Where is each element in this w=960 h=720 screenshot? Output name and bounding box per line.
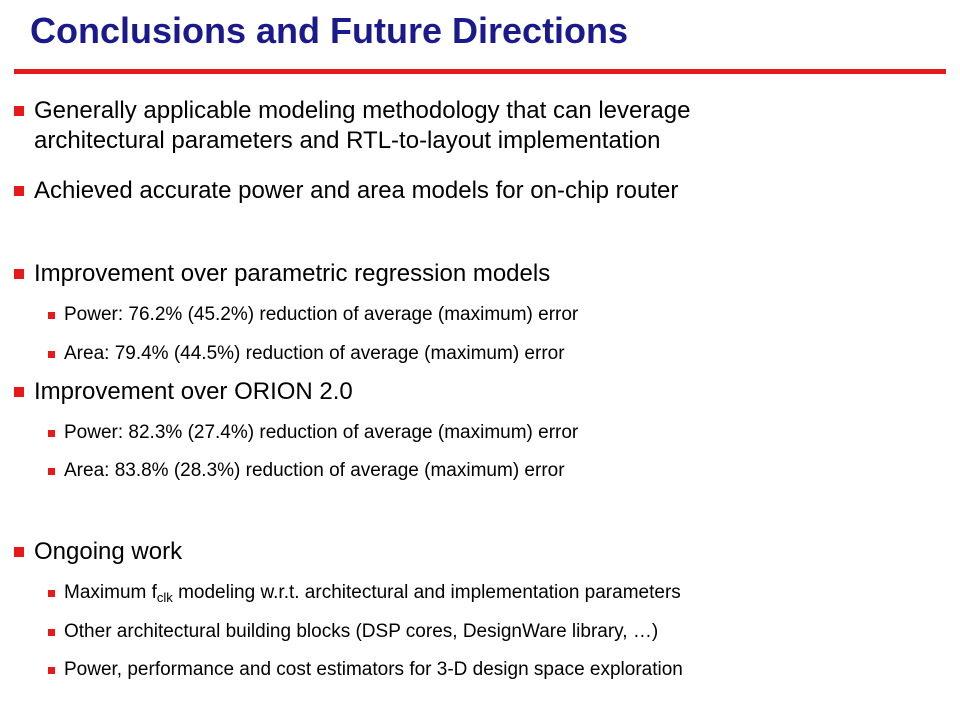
bullet-marker (14, 269, 24, 279)
bullet-line: Generally applicable modeling methodology that can leverage (34, 97, 691, 124)
sub-bullet-text: Power: 82.3% (27.4%) reduction of average (maximum) error (64, 422, 579, 443)
title-underline (14, 69, 946, 74)
sub-bullet-marker (48, 667, 55, 674)
slide-title: Conclusions and Future Directions (30, 10, 629, 51)
sub-bullet-text-suffix: modeling w.r.t. architectural and implementation parameters (172, 582, 681, 603)
sub-bullet-marker (48, 629, 55, 636)
sub-bullet-marker (48, 312, 55, 319)
clk-subscript: clk (156, 590, 173, 605)
sub-bullet-marker (48, 430, 55, 437)
sub-bullet-text: Area: 79.4% (44.5%) reduction of average (maximum) error (64, 343, 565, 364)
bullet-marker (14, 547, 24, 557)
sub-bullet-text: Area: 83.8% (28.3%) reduction of average (maximum) error (64, 460, 565, 481)
sub-bullet-text: Other architectural building blocks (DSP cores, DesignWare library, …) (64, 621, 659, 642)
sub-bullet-text-prefix: Maximum f (64, 582, 157, 603)
sub-bullet-marker (48, 468, 55, 475)
sub-bullet-text: Power: 76.2% (45.2%) reduction of average (maximum) error (64, 304, 579, 325)
sub-bullet-text: Power, performance and cost estimators for 3-D design space exploration (64, 659, 683, 680)
sub-bullet-marker (48, 590, 55, 597)
bullet-line: architectural parameters and RTL-to-layout implementation (34, 127, 661, 154)
bullet-text (34, 96, 690, 156)
bullet-text: Achieved accurate power and area models for on-chip router (34, 177, 679, 204)
bullet-marker (14, 186, 24, 196)
sub-bullet-text (64, 581, 681, 605)
bullet-text: Improvement over parametric regression models (34, 260, 551, 287)
bullet-marker (14, 387, 24, 397)
bullet-marker (14, 106, 24, 116)
bullet-text: Improvement over ORION 2.0 (34, 378, 353, 405)
sub-bullet-marker (48, 351, 55, 358)
bullet-text: Ongoing work (34, 538, 183, 565)
